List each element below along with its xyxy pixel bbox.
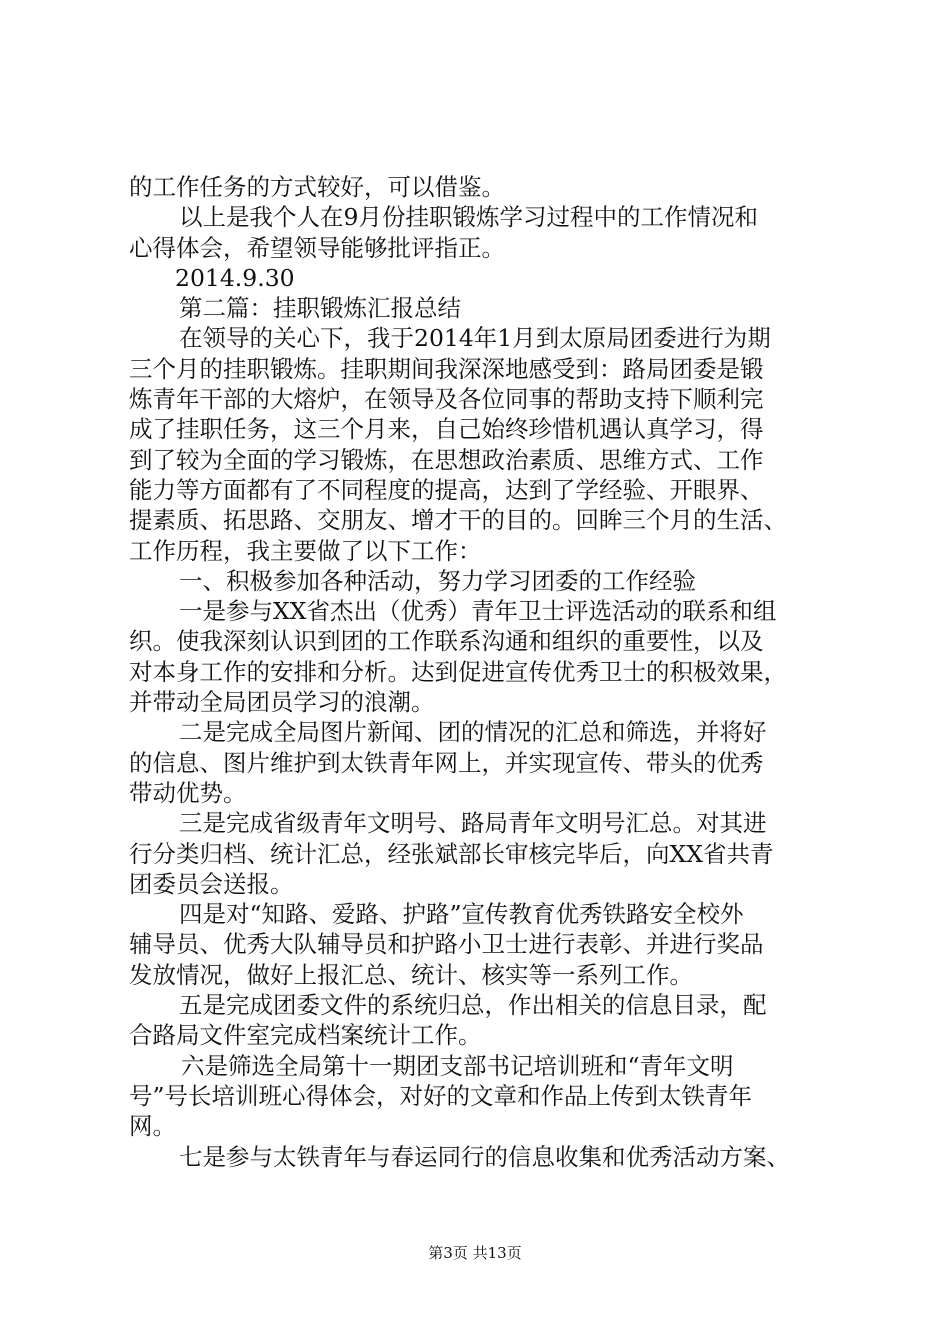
page-footer: 第3页 共13页 — [428, 1244, 522, 1262]
text-line: 织。使我深刻认识到团的工作联系沟通和组织的重要性，以及 — [129, 627, 764, 656]
text-line: 一是参与XX省杰出（优秀）青年卫士评选活动的联系和组 — [179, 597, 777, 626]
text-line: 炼青年干部的大熔炉，在领导及各位同事的帮助支持下顺利完 — [129, 385, 764, 414]
text-line: 到了较为全面的学习锻炼，在思想政治素质、思维方式、工作 — [129, 445, 764, 474]
text-line: 三是完成省级青年文明号、路局青年文明号汇总。对其进 — [179, 809, 767, 838]
text-line: 团委员会送报。 — [129, 869, 294, 898]
text-line: 七是参与太铁青年与春运同行的信息收集和优秀活动方案、 — [179, 1142, 790, 1171]
text-line: 在领导的关心下，我于2014年1月到太原局团委进行为期 — [179, 324, 771, 353]
section-title: 第二篇：挂职锻炼汇报总结 — [179, 294, 461, 323]
text-line: 六是筛选全局第十一期团支部书记培训班和“青年文明 — [181, 1051, 734, 1080]
text-line: 成了挂职任务，这三个月来，自己始终珍惜机遇认真学习，得 — [129, 415, 764, 444]
text-line: 行分类归档、统计汇总，经张斌部长审核完毕后，向XX省共青 — [129, 839, 774, 868]
text-line: 五是完成团委文件的系统归总，作出相关的信息目录，配 — [179, 991, 767, 1020]
text-line: 提素质、拓思路、交朋友、增才干的目的。回眸三个月的生活、 — [129, 506, 787, 535]
text-line: 并带动全局团员学习的浪潮。 — [129, 688, 435, 717]
date-line: 2014.9.30 — [175, 263, 295, 292]
text-line: 的工作任务的方式较好，可以借鉴。 — [129, 173, 505, 201]
text-line: 三个月的挂职锻炼。挂职期间我深深地感受到：路局团委是锻 — [129, 354, 764, 383]
text-line: 发放情况，做好上报汇总、统计、核实等一系列工作。 — [129, 960, 693, 989]
text-line: 的信息、图片维护到太铁青年网上，并实现宣传、带头的优秀 — [129, 748, 764, 777]
text-line: 号”号长培训班心得体会，对好的文章和作品上传到太铁青年 — [129, 1081, 753, 1110]
text-line: 以上是我个人在9月份挂职锻炼学习过程中的工作情况和 — [179, 203, 758, 232]
text-line: 能力等方面都有了不同程度的提高，达到了学经验、开眼界、 — [129, 475, 764, 504]
text-line: 二是完成全局图片新闻、团的情况的汇总和筛选，并将好 — [179, 718, 767, 747]
text-line: 心得体会，希望领导能够批评指正。 — [129, 233, 505, 262]
text-line: 四是对“知路、爱路、护路”宣传教育优秀铁路安全校外 — [179, 900, 744, 929]
text-line: 带动优势。 — [129, 778, 247, 807]
document-body — [129, 172, 843, 1172]
subsection-heading: 一、积极参加各种活动，努力学习团委的工作经验 — [179, 566, 696, 595]
text-line: 工作历程，我主要做了以下工作： — [129, 536, 482, 565]
text-line: 对本身工作的安排和分析。达到促进宣传优秀卫士的积极效果， — [129, 657, 787, 686]
text-line: 网。 — [129, 1112, 176, 1141]
text-line: 合路局文件室完成档案统计工作。 — [129, 1021, 482, 1050]
text-line: 辅导员、优秀大队辅导员和护路小卫士进行表彰、并进行奖品 — [129, 930, 764, 959]
